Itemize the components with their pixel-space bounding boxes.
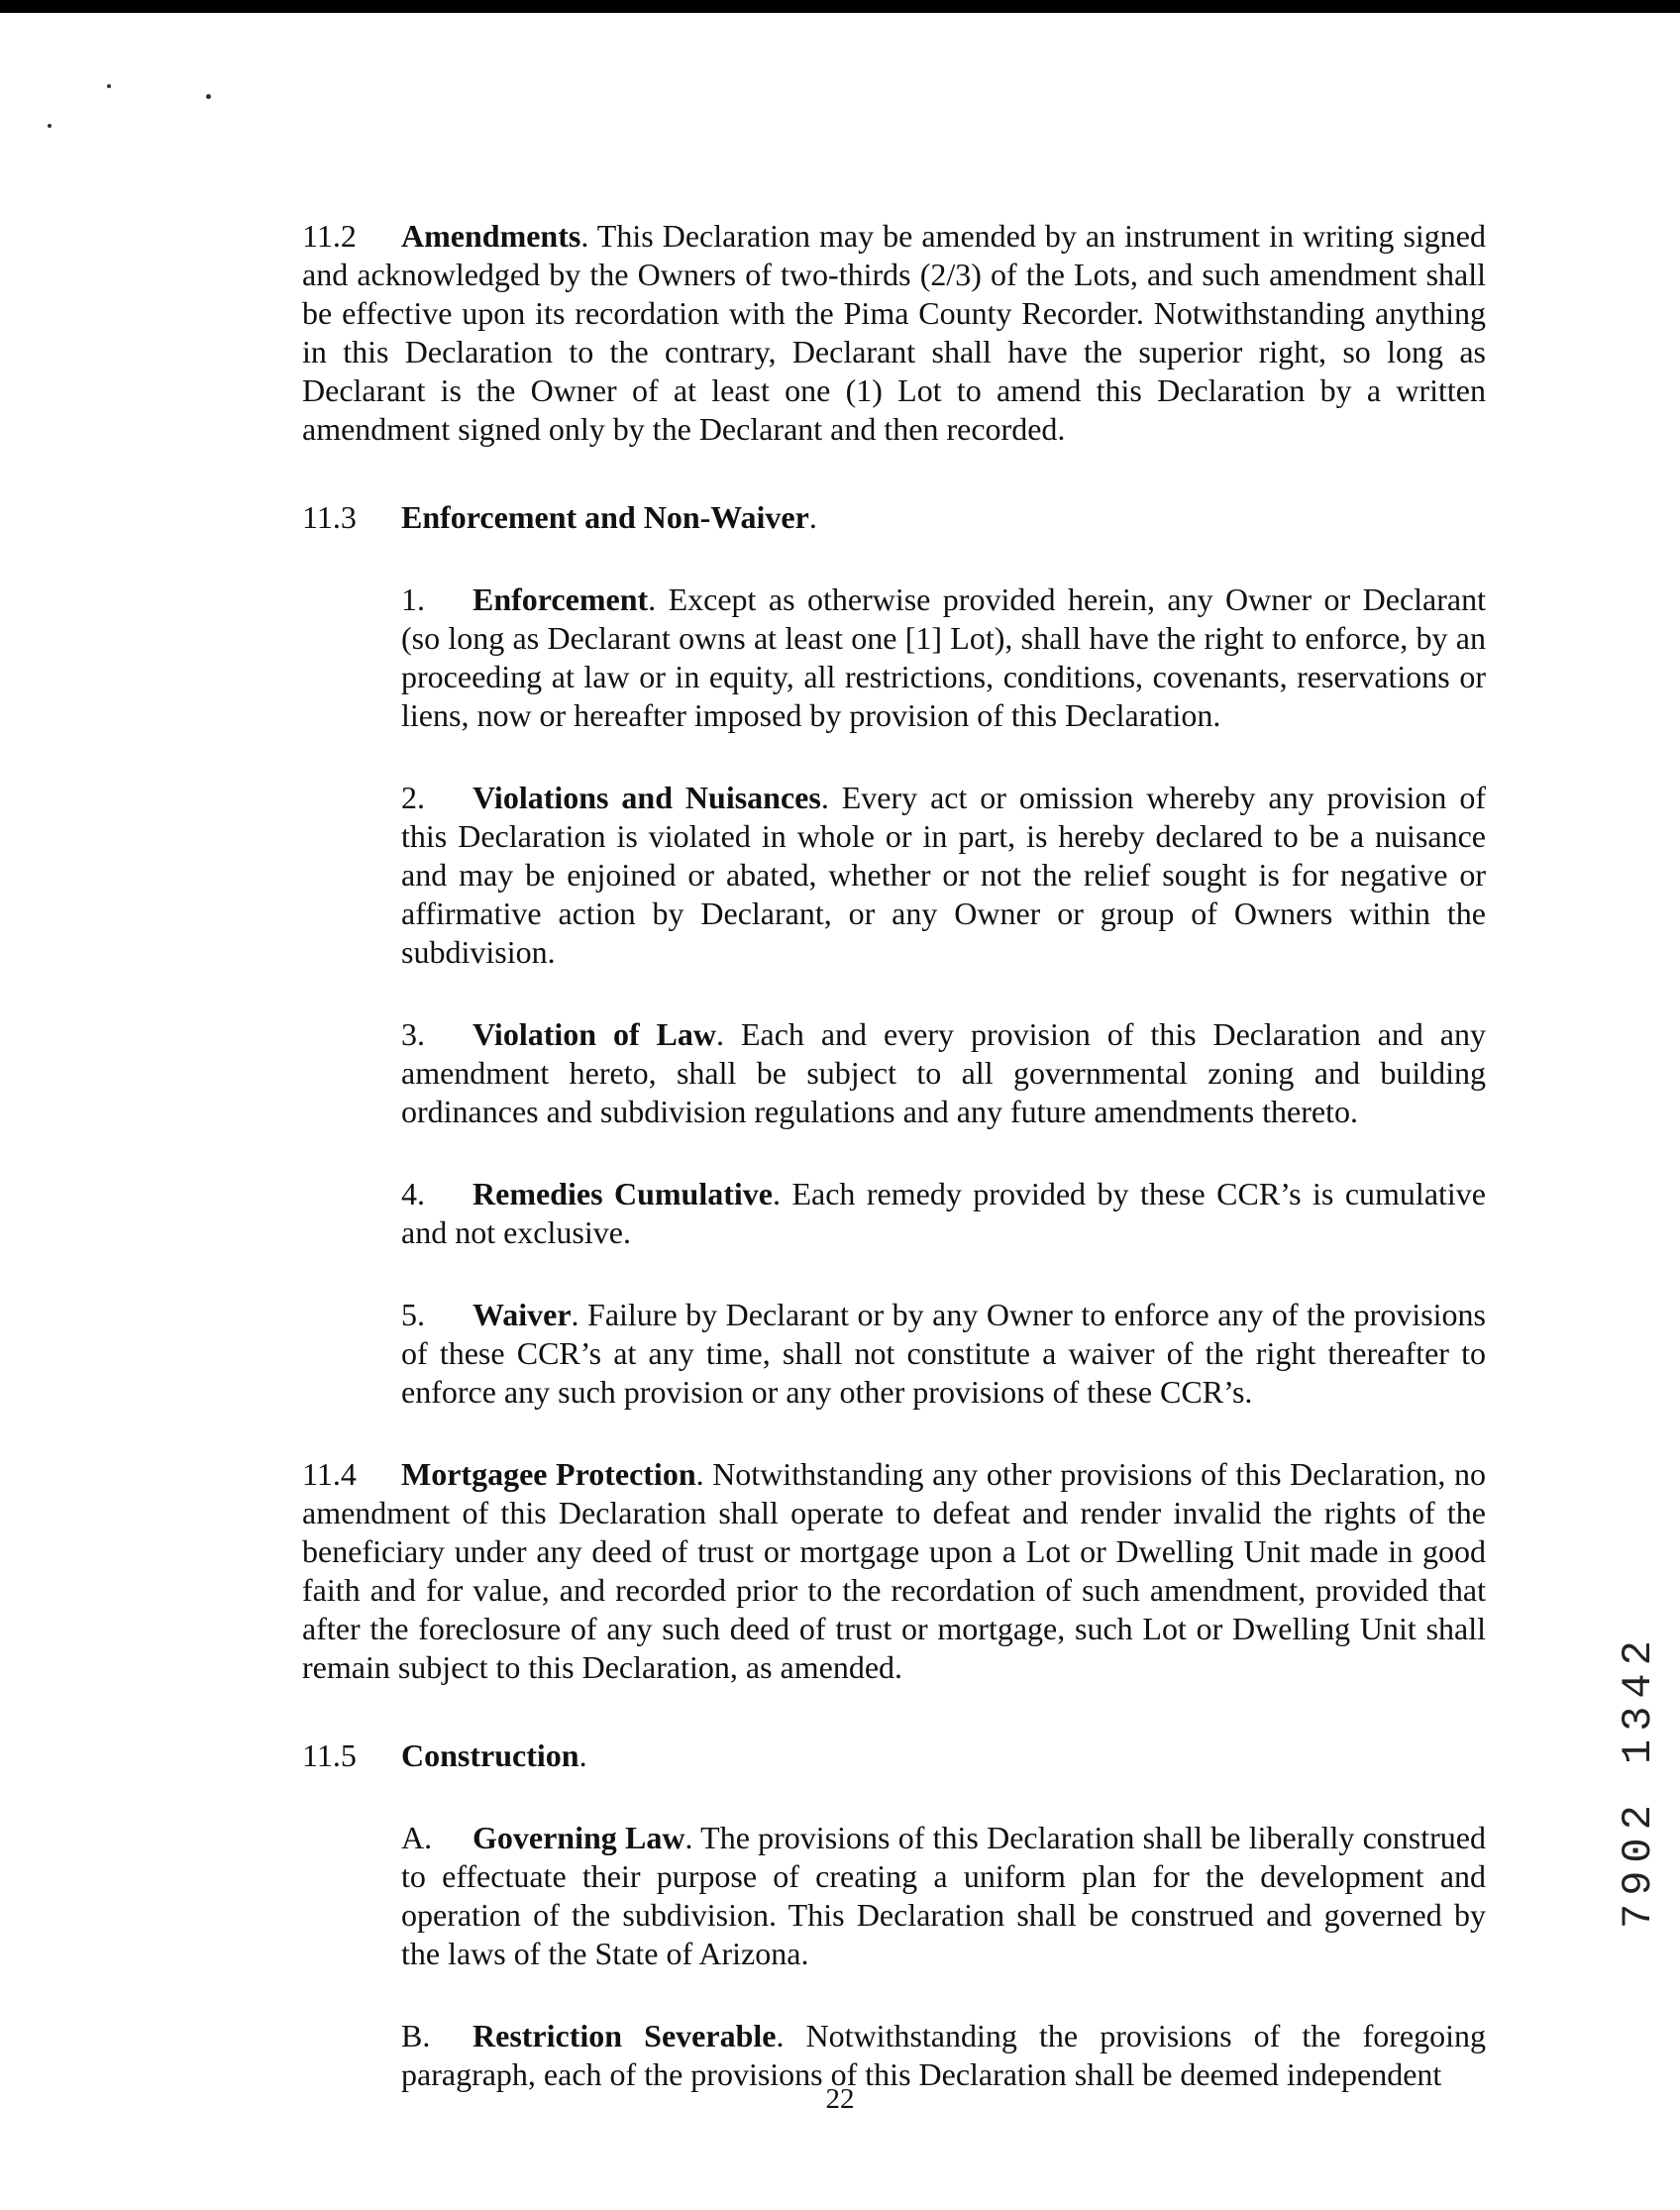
subsection-title: Enforcement [472, 581, 649, 617]
scan-speck [206, 94, 211, 99]
section-text: . Notwithstanding any other provisions of this Declaration, no amendment of this Declaration shall operate to defeat and render invalid the rights of the beneficiary under any deed of trust or mortgage upon a Lot or Dwelling Unit made in good faith and for value, and recorded prior to the recordation of such amendment, provided that after the foreclosure of any such deed of trust or mortgage, such Lot or Dwelling Unit shall remain subject to this Declaration, as amended. [302, 1456, 1487, 1685]
section-text: . This Declaration may be amended by an instrument in writing signed and acknowledged by the Owners of two-thirds (2/3) of the Lots, and such amendment shall be effective upon its recordation with the Pima County Recorder. Notwithstanding anything in this Declaration to the contrary, Declarant shall have the superior right, so long as Declarant is the Owner of at least one (1) Lot to amend this Declaration by a written amendment signed only by the Declarant and then recorded. [302, 218, 1486, 447]
section-11-2 [302, 217, 1486, 449]
section-title: Enforcement and Non-Waiver [401, 499, 809, 535]
scan-speck [48, 124, 52, 128]
scan-speck [107, 84, 111, 88]
recording-stamp: 7902 1342 [1615, 1632, 1662, 1930]
subsection-text: . Each and every provision of this Declaration and any amendment hereto, shall be subject to all governmental zoning and building ordinances and subdivision regulations and any future amendments thereto. [401, 1016, 1487, 1129]
subsection-number: B. [401, 2018, 431, 2053]
subsection-text: . Notwithstanding the provisions of the foregoing paragraph, each of the provisions of this Declaration shall be deemed independent [401, 2018, 1487, 2092]
subsection-title: Restriction Severable [472, 2018, 777, 2053]
section-11-3-heading: 11.3 Enforcement and Non-Waiver. [302, 499, 817, 535]
subsection-text: . Every act or omission whereby any provision of this Declaration is violated in whole or in part, is hereby declared to be a nuisance and may be enjoined or abated, whether or not the relief sought is for negative or affirmative action by Declarant, or any Owner or group of Owners within the subdivision. [401, 780, 1486, 970]
subsection-text: . Except as otherwise provided herein, any Owner or Declarant (so long as Declarant owns at least one [1] Lot), shall have the right to enforce, by an proceeding at law or in equity, all restrictions, conditions, covenants, reservations or liens, now or hereafter imposed by provision of this Declaration. [401, 581, 1486, 733]
section-title: Amendments [401, 218, 581, 254]
section-number: 11.3 [302, 499, 357, 535]
subsection-number: 5. [401, 1297, 425, 1332]
document-page [0, 13, 1680, 2210]
subsection-number: A. [401, 1820, 433, 1855]
document-body [302, 217, 1486, 2094]
subsection-text: . Each remedy provided by these CCR’s is cumulative and not exclusive. [401, 1176, 1487, 1250]
subsection-title: Violation of Law [472, 1016, 717, 1052]
subsection-enforcement [401, 580, 1486, 735]
section-title: Construction [401, 1737, 579, 1773]
section-number: 11.4 [302, 1456, 357, 1492]
subsection-waiver [401, 1296, 1486, 1412]
page-number: 22 [825, 2083, 855, 2115]
subsection-violations-nuisances [401, 779, 1486, 972]
subsection-title: Governing Law [472, 1820, 685, 1855]
subsection-text: . Failure by Declarant or by any Owner to enforce any of the provisions of these CCR’s at any time, shall not constitute a waiver of the right thereafter to enforce any such provision or any other provisions of these CCR’s. [401, 1297, 1486, 1410]
subsection-text: . The provisions of this Declaration shall be liberally construed to effectuate their purpose of creating a uniform plan for the development and operation of the subdivision. This Declaration shall be construed and governed by the laws of the State of Arizona. [401, 1820, 1487, 1971]
subsection-number: 2. [401, 780, 425, 815]
section-11-5-heading: 11.5 Construction. [302, 1737, 587, 1773]
section-number: 11.5 [302, 1737, 357, 1773]
subsection-remedies-cumulative [401, 1175, 1486, 1252]
subsection-title: Waiver [472, 1297, 572, 1332]
section-title: Mortgagee Protection [401, 1456, 696, 1492]
subsection-number: 1. [401, 581, 425, 617]
subsection-governing-law [401, 1819, 1486, 1973]
subsection-title: Remedies Cumulative [472, 1176, 773, 1211]
subsection-title: Violations and Nuisances [472, 780, 821, 815]
section-number: 11.2 [302, 218, 357, 254]
subsection-violation-of-law [401, 1015, 1486, 1131]
subsection-number: 4. [401, 1176, 425, 1211]
subsection-number: 3. [401, 1016, 425, 1052]
section-11-4 [302, 1455, 1486, 1687]
